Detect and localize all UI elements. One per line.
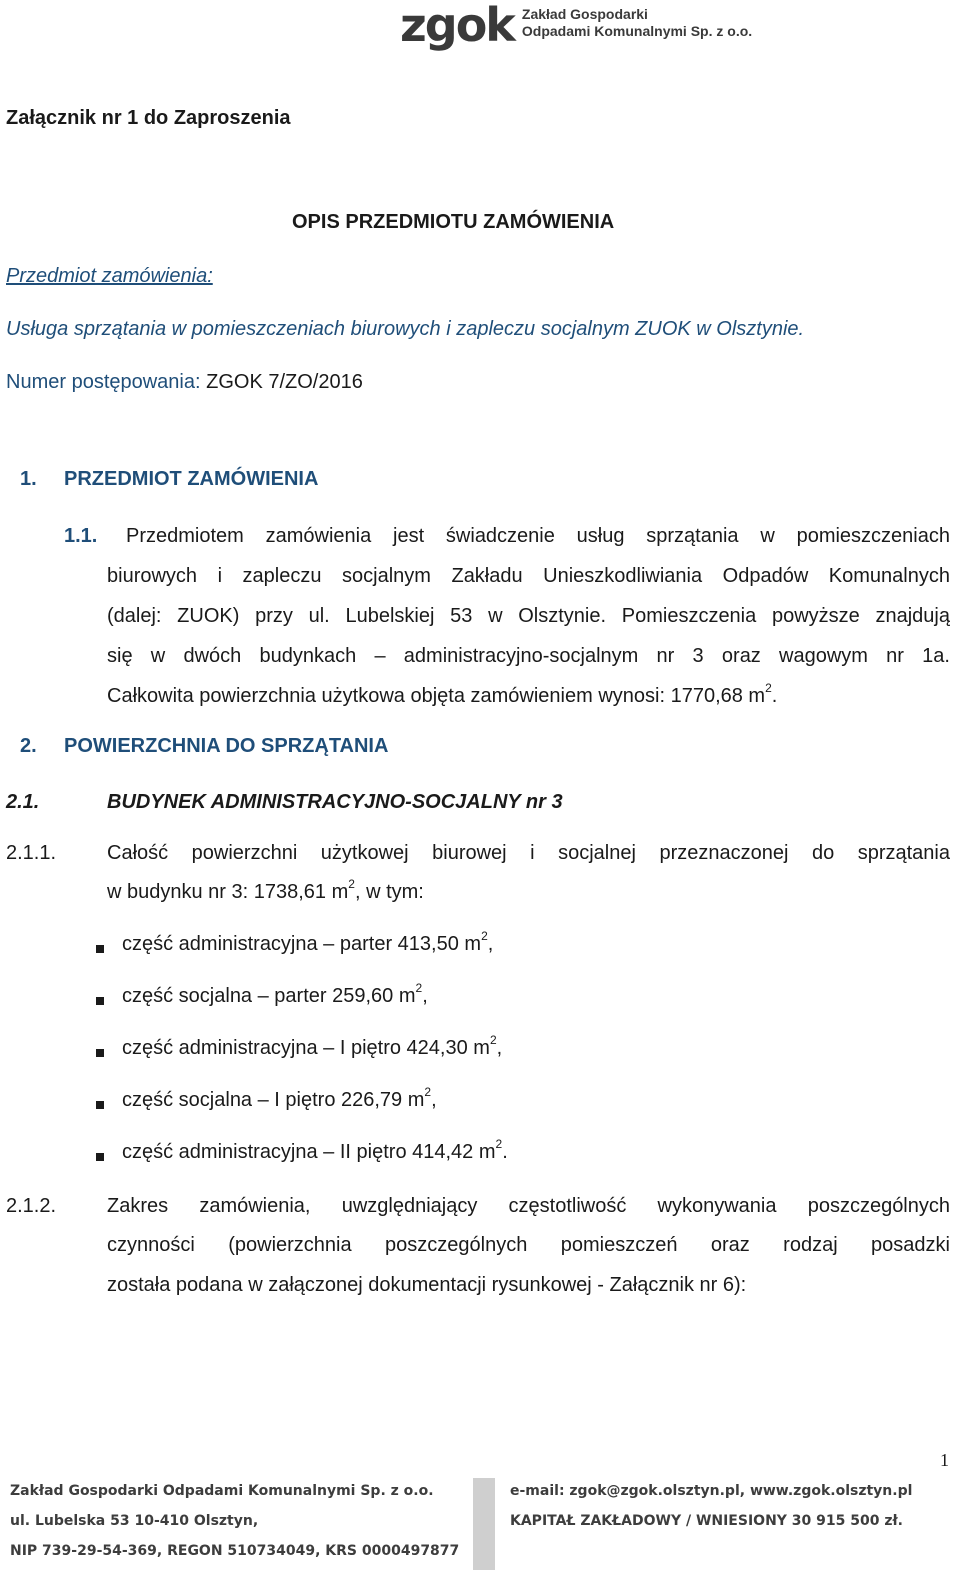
section-2-1-1-line-2: w budynku nr 3: 1738,61 $m^2$, w tym:	[107, 877, 424, 903]
logo-line-1: Zakład Gospodarki	[521, 6, 648, 22]
section-1-1-line-3: (dalej: ZUOK) przy ul. Lubelskiej 53 w Olsztynie. Pomieszczenia powyższe znajdują	[107, 605, 950, 627]
section-2-number: 2.	[20, 735, 37, 757]
procedure-label: Numer postępowania:	[6, 371, 201, 393]
procedure-value: ZGOK 7/ZO/2016	[200, 371, 363, 393]
footer-address	[10, 1482, 459, 1560]
bullet-marker	[96, 1044, 112, 1054]
list-item: część administracyjna – II piętro 414,42 $m^2$.	[122, 1137, 508, 1163]
footer-capital: KAPITAŁ ZAKŁADOWY / WNIESIONY 30 915 500 zł.	[510, 1513, 904, 1529]
section-2-title: POWIERZCHNIA DO SPRZĄTANIA	[64, 735, 389, 757]
section-2-1-2-line-3: została podana w załączonej dokumentacji rysunkowej - Załącznik nr 6):	[107, 1274, 747, 1296]
footer-email: e-mail: zgok@zgok.olsztyn.pl, www.zgok.olsztyn.pl	[510, 1483, 913, 1499]
logo-line-2: Odpadami Komunalnymi Sp. z o.o.	[521, 23, 753, 39]
section-2-1-title: BUDYNEK ADMINISTRACYJNO-SOCJALNY nr 3	[107, 791, 563, 813]
section-1-1-line-1: Przedmiotem zamówienia jest świadczenie usług sprzątania w pomieszczeniach	[126, 525, 950, 547]
list-item: część socjalna – I piętro 226,79 $m^2$,	[122, 1085, 437, 1111]
subject-text: Usługa sprzątania w pomieszczeniach biurowych i zapleczu socjalnym ZUOK w Olsztynie.	[6, 318, 805, 340]
page-number: 1	[940, 1450, 949, 1470]
section-2-1-1-number: 2.1.1.	[6, 842, 57, 864]
footer-registry: NIP 739-29-54-369, REGON 510734049, KRS 0000497877	[10, 1543, 460, 1559]
section-1-1-line-4: się w dwóch budynkach – administracyjno-socjalnym nr 3 oraz wagowym nr 1a.	[107, 645, 950, 667]
section-2-1-2-line-2: czynności (powierzchnia poszczególnych pomieszczeń oraz rodzaj posadzki	[107, 1234, 950, 1256]
logo-company-name	[522, 6, 752, 40]
main-title: OPIS PRZEDMIOTU ZAMÓWIENIA	[292, 211, 615, 233]
section-1-1-number: 1.1.	[64, 525, 98, 547]
attachment-title: Załącznik nr 1 do Zaproszenia	[6, 107, 291, 129]
section-2-1-2-line-1: Zakres zamówienia, uwzględniający częstotliwość wykonywania poszczególnych	[107, 1195, 950, 1217]
company-logo	[400, 0, 753, 52]
logo-mark: zgok	[400, 0, 514, 52]
bullet-marker	[96, 940, 112, 950]
subject-label: Przedmiot zamówienia:	[6, 265, 213, 287]
list-item: część socjalna – parter 259,60 $m^2$,	[122, 981, 428, 1007]
bullet-marker	[96, 1148, 112, 1158]
bullet-marker	[96, 1096, 112, 1106]
bullet-marker	[96, 992, 112, 1002]
procedure-number	[6, 370, 363, 394]
footer-divider	[473, 1478, 495, 1570]
section-2-1-1-line-1: Całość powierzchni użytkowej biurowej i socjalnej przeznaczonej do sprzątania	[107, 842, 950, 864]
section-2-1-2-number: 2.1.2.	[6, 1195, 57, 1217]
footer-contact	[510, 1482, 912, 1530]
section-1-title: PRZEDMIOT ZAMÓWIENIA	[64, 468, 319, 490]
section-2-1-number: 2.1.	[6, 791, 40, 813]
footer-company-name: Zakład Gospodarki Odpadami Komunalnymi Sp. z o.o.	[10, 1483, 434, 1499]
list-item: część administracyjna – I piętro 424,30 $m^2$,	[122, 1033, 503, 1059]
footer-street: ul. Lubelska 53 10-410 Olsztyn,	[10, 1513, 259, 1529]
section-1-number: 1.	[20, 468, 37, 490]
list-item: część administracyjna – parter 413,50 $m^2$,	[122, 929, 494, 955]
section-1-1-line-2: biurowych i zapleczu socjalnym Zakładu Unieszkodliwiania Odpadów Komunalnych	[107, 565, 950, 587]
section-1-1-line-5: Całkowita powierzchnia użytkowa objęta zamówieniem wynosi: 1770,68 $m^2$.	[107, 681, 778, 707]
